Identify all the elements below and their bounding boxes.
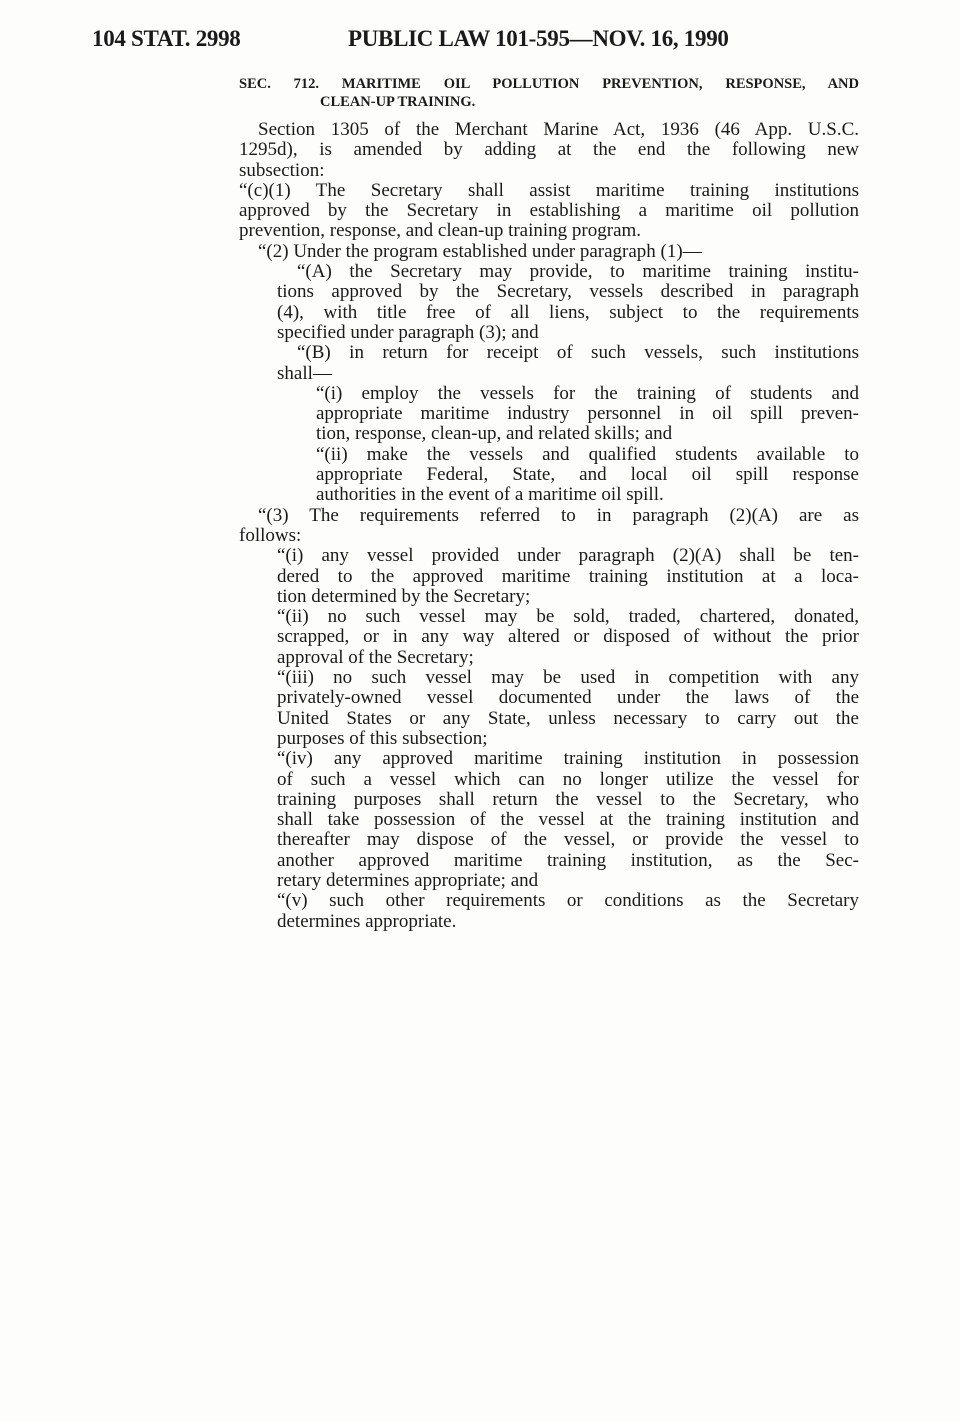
text-line: shall take possession of the vessel at the training institution and xyxy=(277,809,859,831)
text-line: tions approved by the Secretary, vessels described in paragraph xyxy=(277,281,859,303)
text-line: specified under paragraph (3); and xyxy=(277,321,539,343)
text-line: United States or any State, unless necessary to carry out the xyxy=(277,707,859,729)
text-line: “(ii) make the vessels and qualified students available to xyxy=(316,443,859,465)
text-line: shall— xyxy=(277,362,332,384)
text-line: determines appropriate. xyxy=(277,910,457,932)
text-line: retary determines appropriate; and xyxy=(277,869,539,891)
text-line: appropriate maritime industry personnel in oil spill preven- xyxy=(316,403,859,425)
text-line: approval of the Secretary; xyxy=(277,646,474,668)
text-line: “(2) Under the program established under paragraph (1)— xyxy=(258,240,702,262)
paragraph xyxy=(239,242,859,262)
text-line: subsection: xyxy=(239,159,325,181)
text-line: “(ii) no such vessel may be sold, traded, chartered, donated, xyxy=(277,606,859,628)
stat-page-reference: 104 STAT. 2998 xyxy=(92,26,241,51)
text-line: scrapped, or in any way altered or disposed of without the prior xyxy=(277,626,859,648)
section-heading-line: CLEAN-UP TRAINING. xyxy=(320,94,476,110)
text-line: “(c)(1) The Secretary shall assist maritime training institutions xyxy=(239,179,859,201)
text-line: privately-owned vessel documented under the laws of the xyxy=(277,687,859,709)
text-line: “(B) in return for receipt of such vessels, such institutions xyxy=(297,342,859,364)
paragraph xyxy=(316,445,859,506)
text-line: tion, response, clean-up, and related skills; and xyxy=(316,423,673,445)
paragraph xyxy=(277,668,859,749)
paragraph xyxy=(239,120,859,181)
text-line: “(A) the Secretary may provide, to maritime training institu- xyxy=(297,261,859,283)
text-line: follows: xyxy=(239,524,302,546)
paragraph xyxy=(277,262,859,343)
text-line: “(v) such other requirements or conditions as the Secretary xyxy=(277,890,859,912)
text-line: “(3) The requirements referred to in paragraph (2)(A) are as xyxy=(258,504,859,526)
text-line: Section 1305 of the Merchant Marine Act, 1936 (46 App. U.S.C. xyxy=(258,119,859,140)
paragraph xyxy=(239,506,859,547)
text-line: “(iii) no such vessel may be used in competition with any xyxy=(277,667,859,689)
text-line: (4), with title free of all liens, subject to the requirements xyxy=(277,301,859,323)
text-line: “(iv) any approved maritime training institution in possession xyxy=(277,748,859,770)
text-line: appropriate Federal, State, and local oil spill response xyxy=(316,464,859,486)
text-line: “(i) employ the vessels for the training of students and xyxy=(316,382,859,404)
text-line: thereafter may dispose of the vessel, or provide the vessel to xyxy=(277,829,859,851)
paragraph xyxy=(277,607,859,668)
section-body xyxy=(0,120,960,932)
text-line: tion determined by the Secretary; xyxy=(277,585,531,607)
text-line: another approved maritime training institution, as the Sec- xyxy=(277,849,859,871)
text-line: 1295d), is amended by adding at the end the following new xyxy=(239,139,859,161)
paragraph xyxy=(239,181,859,242)
text-line: authorities in the event of a maritime oil spill. xyxy=(316,484,664,506)
paragraph xyxy=(277,749,859,891)
text-line: training purposes shall return the vessel to the Secretary, who xyxy=(277,788,859,810)
text-line: of such a vessel which can no longer utilize the vessel for xyxy=(277,768,859,790)
text-line: dered to the approved maritime training institution at a loca- xyxy=(277,565,859,587)
section-heading xyxy=(239,75,859,111)
text-line: “(i) any vessel provided under paragraph (2)(A) shall be ten- xyxy=(277,545,859,567)
section-heading-line: SEC. 712. MARITIME OIL POLLUTION PREVENTION, RESPONSE, AND xyxy=(239,76,859,92)
paragraph xyxy=(277,343,859,384)
paragraph xyxy=(277,891,859,932)
text-line: prevention, response, and clean-up training program. xyxy=(239,220,642,242)
text-line: approved by the Secretary in establishing a maritime oil pollution xyxy=(239,200,859,222)
paragraph xyxy=(316,384,859,445)
public-law-running-head: PUBLIC LAW 101-595—NOV. 16, 1990 xyxy=(348,26,729,51)
text-line: purposes of this subsection; xyxy=(277,727,488,749)
paragraph xyxy=(277,546,859,607)
